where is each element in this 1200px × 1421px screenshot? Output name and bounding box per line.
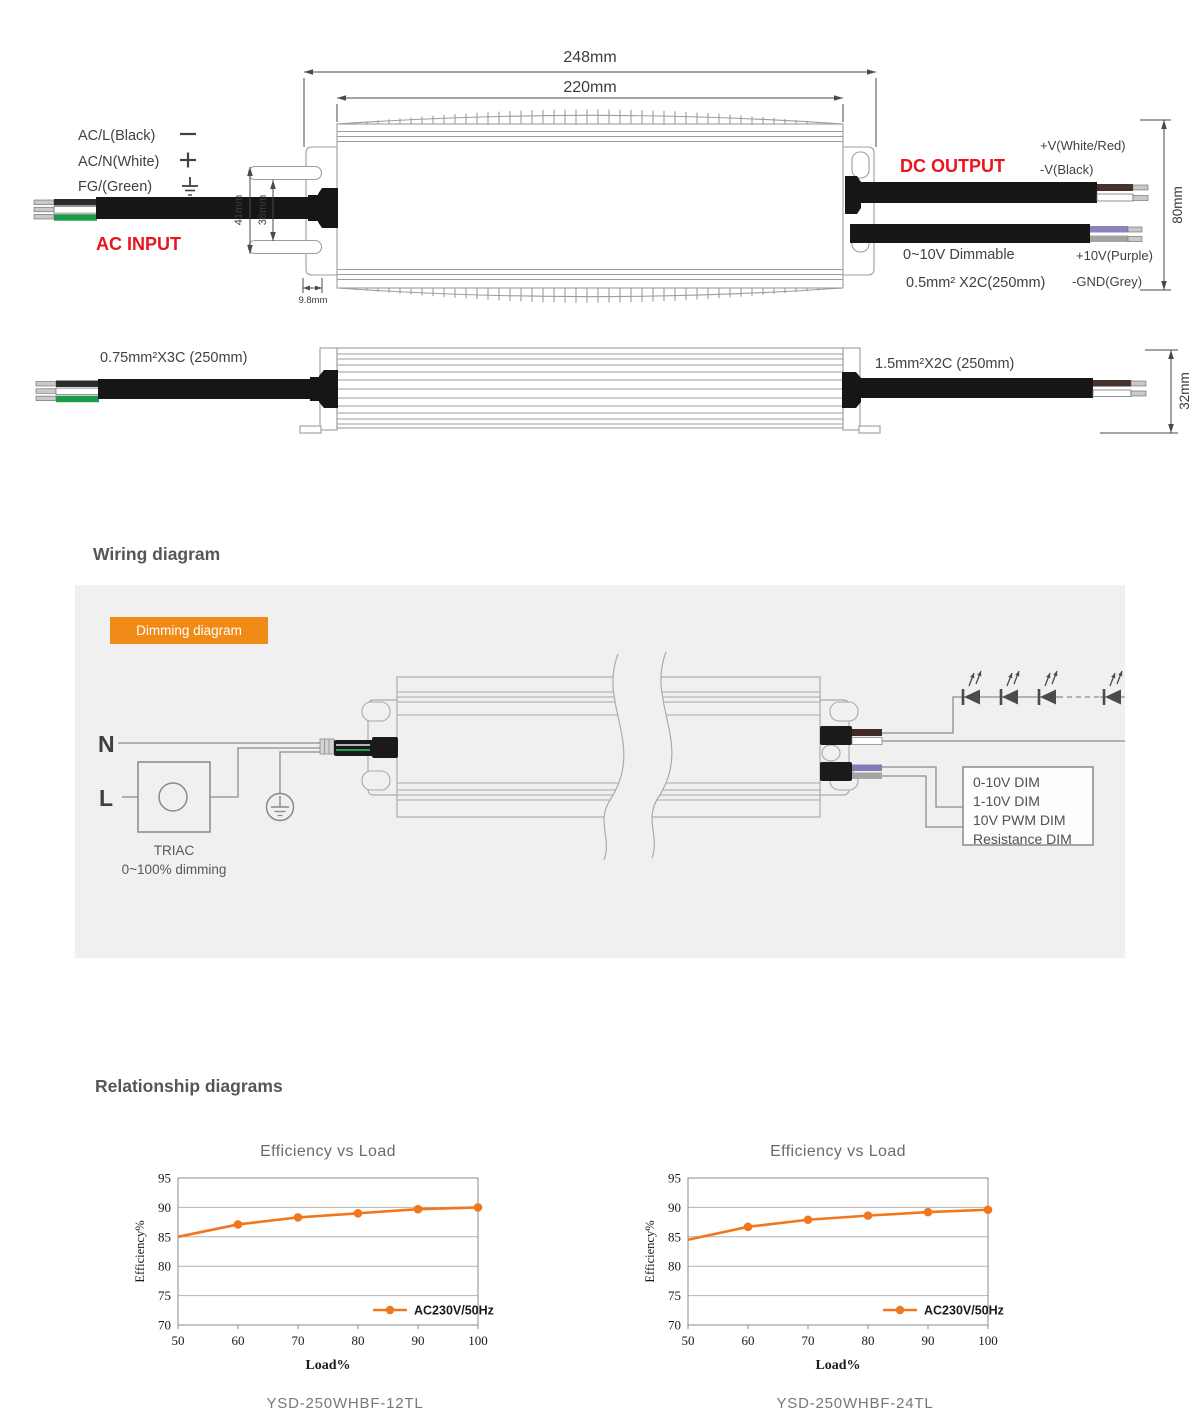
- mechanical-drawing: [0, 0, 1200, 470]
- svg-text:80: 80: [158, 1258, 171, 1274]
- dim-body-label: 220mm: [563, 79, 617, 96]
- label-gnd: -GND(Grey): [1072, 274, 1143, 289]
- triac-label: TRIAC: [153, 843, 195, 858]
- label-fg: FG/(Green): [78, 179, 153, 195]
- dim-41-label: 41mm: [233, 194, 245, 226]
- chart-2-caption: YSD-250WHBF-24TL: [776, 1395, 934, 1412]
- dim-mode-2: 1-10V DIM: [973, 793, 1040, 809]
- ac-input-labels: [78, 128, 198, 254]
- efficiency-chart-2: [640, 1138, 1070, 1412]
- svg-text:70: 70: [668, 1317, 681, 1333]
- svg-text:85: 85: [158, 1229, 171, 1245]
- dim-98-label: 9.8mm: [298, 295, 328, 306]
- svg-text:50: 50: [681, 1333, 695, 1348]
- svg-text:70: 70: [291, 1333, 305, 1348]
- wiring-driver: [362, 652, 858, 860]
- dimension-80: [1140, 120, 1185, 290]
- output-wiring: [820, 671, 1125, 847]
- svg-text:Efficiency vs Load: Efficiency vs Load: [770, 1143, 906, 1160]
- label-output-cable: 1.5mm²X2C (250mm): [875, 356, 1015, 372]
- svg-text:Efficiency%: Efficiency%: [133, 1220, 147, 1283]
- label-v-plus: +V(White/Red): [1040, 138, 1126, 153]
- label-v-minus: -V(Black): [1040, 162, 1094, 177]
- efficiency-chart-1: [130, 1138, 560, 1412]
- triac-knob: [159, 783, 187, 811]
- dim-32-label: 32mm: [1177, 372, 1192, 410]
- wire-green: [54, 214, 97, 221]
- triac-sub-label: 0~100% dimming: [121, 862, 227, 877]
- chart-1-caption: YSD-250WHBF-12TL: [266, 1395, 424, 1412]
- dim-mode-1: 0-10V DIM: [973, 774, 1040, 790]
- svg-text:AC230V/50Hz: AC230V/50Hz: [924, 1303, 1004, 1318]
- dimension-98: [298, 278, 327, 306]
- driver-top-view: [249, 109, 875, 302]
- dim-output-cable: [850, 224, 1142, 243]
- dim-overall-label: 248mm: [563, 49, 617, 66]
- svg-text:100: 100: [978, 1333, 998, 1348]
- wire-dim-grey: [1090, 236, 1128, 243]
- svg-text:100: 100: [468, 1333, 488, 1348]
- led-string: [963, 671, 1122, 705]
- svg-text:Load%: Load%: [815, 1358, 861, 1373]
- ac-input-title: AC INPUT: [96, 234, 181, 254]
- relationship-heading: Relationship diagrams: [95, 1076, 283, 1096]
- dc-output-title: DC OUTPUT: [900, 156, 1005, 176]
- svg-text:80: 80: [668, 1258, 681, 1274]
- label-10v: +10V(Purple): [1076, 248, 1153, 263]
- label-dimmable: 0~10V Dimmable: [903, 247, 1015, 263]
- svg-text:90: 90: [411, 1333, 425, 1348]
- wire-v-minus: [1097, 194, 1133, 201]
- dim-38-label: 38mm: [257, 194, 269, 226]
- svg-text:Load%: Load%: [305, 1358, 351, 1373]
- dc-output-cable: [845, 176, 1148, 214]
- efficiency-chart-2-plot: [640, 1138, 1060, 1376]
- svg-text:Efficiency%: Efficiency%: [643, 1220, 657, 1283]
- label-ac-l: AC/L(Black): [78, 128, 156, 144]
- svg-text:90: 90: [921, 1333, 935, 1348]
- svg-text:75: 75: [158, 1288, 171, 1304]
- break-mask: [604, 652, 672, 860]
- wire-v-plus: [1097, 184, 1133, 191]
- svg-text:50: 50: [171, 1333, 185, 1348]
- svg-text:80: 80: [351, 1333, 365, 1348]
- svg-text:60: 60: [741, 1333, 755, 1348]
- svg-text:Efficiency vs Load: Efficiency vs Load: [260, 1143, 396, 1160]
- label-ac-n: AC/N(White): [78, 154, 160, 170]
- dim-mode-4: Resistance DIM: [973, 831, 1072, 847]
- svg-text:70: 70: [158, 1317, 171, 1333]
- svg-text:70: 70: [801, 1333, 815, 1348]
- svg-text:95: 95: [158, 1170, 171, 1186]
- label-n: N: [98, 731, 115, 757]
- svg-text:85: 85: [668, 1229, 681, 1245]
- wire-white: [54, 207, 97, 214]
- dimming-diagram-badge: Dimming diagram: [110, 617, 268, 644]
- label-input-cable: 0.75mm²X3C (250mm): [100, 350, 248, 366]
- dim-wire-grey: [852, 773, 882, 780]
- earth-symbol: [182, 177, 198, 195]
- label-l: L: [99, 785, 114, 811]
- dc-output-labels: [900, 138, 1153, 291]
- svg-text:80: 80: [861, 1333, 875, 1348]
- dim-mode-3: 10V PWM DIM: [973, 812, 1066, 828]
- label-dim-cable: 0.5mm² X2C(250mm): [906, 275, 1046, 291]
- dim-80-label: 80mm: [1170, 186, 1185, 224]
- svg-text:95: 95: [668, 1170, 681, 1186]
- svg-text:60: 60: [231, 1333, 245, 1348]
- wire-black: [54, 199, 97, 206]
- svg-text:90: 90: [158, 1199, 171, 1215]
- wire-dim-purple: [1090, 226, 1128, 233]
- earth-ground-symbol: [267, 794, 294, 821]
- efficiency-chart-1-plot: [130, 1138, 550, 1376]
- triac-box: [138, 762, 210, 832]
- wiring-diagram: [75, 585, 1125, 958]
- input-wiring: [98, 731, 398, 877]
- svg-text:75: 75: [668, 1288, 681, 1304]
- driver-side-view: [36, 348, 1146, 433]
- dim-wire-purple: [852, 765, 882, 772]
- svg-text:90: 90: [668, 1199, 681, 1215]
- wiring-heading: Wiring diagram: [93, 544, 221, 564]
- svg-text:AC230V/50Hz: AC230V/50Hz: [414, 1303, 494, 1318]
